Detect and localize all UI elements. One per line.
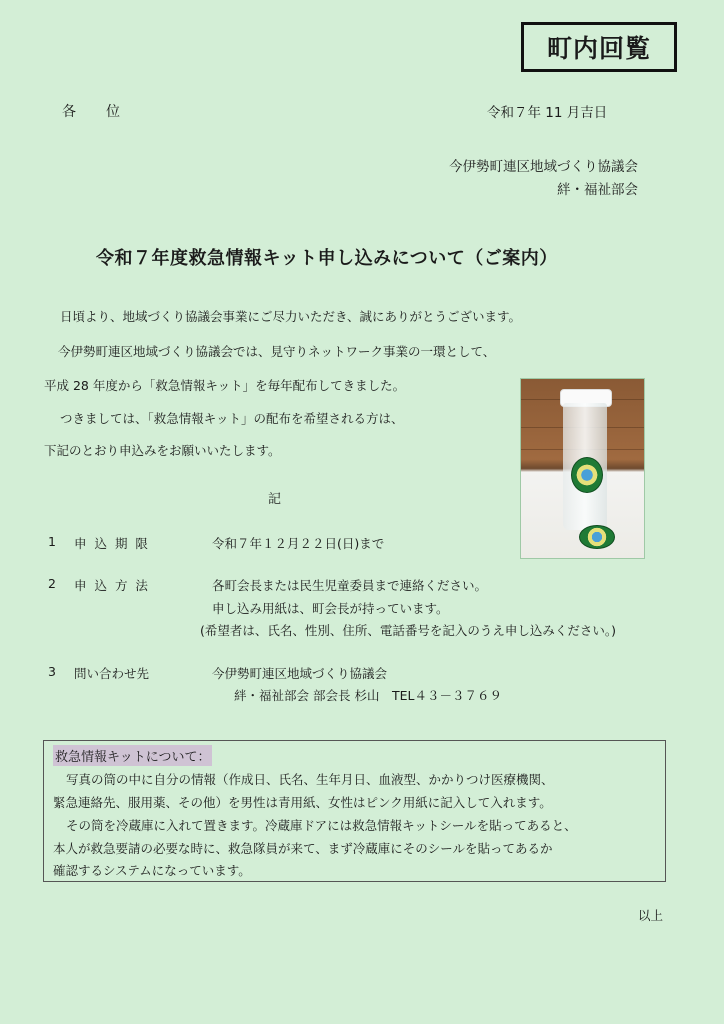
- item-number: 1: [48, 534, 56, 549]
- body-paragraph: 平成 28 年度から「救急情報キット」を毎年配布してきました。: [44, 378, 406, 393]
- item-detail: 各町会長または民生児童委員まで連絡ください。: [212, 578, 488, 593]
- sender-department: 絆・福祉部会: [557, 182, 638, 198]
- notice-marker: 記: [268, 492, 282, 507]
- info-box-line: 確認するシステムになっています。: [53, 863, 251, 878]
- item-number: 2: [48, 576, 56, 591]
- item-detail: 申し込み用紙は、町会長が持っています。: [212, 601, 449, 616]
- info-box-line: 本人が救急要請の必要な時に、救急隊員が来て、まず冷蔵庫にそのシールを貼ってあるか: [53, 841, 553, 856]
- body-paragraph: つきましては、「救急情報キット」の配布を希望される方は、: [60, 411, 404, 426]
- kit-photo: [520, 378, 645, 559]
- body-paragraph: 日頃より、地域づくり協議会事業にご尽力いただき、誠にありがとうございます。: [60, 309, 522, 324]
- info-box-line: 写真の筒の中に自分の情報（作成日、氏名、生年月日、血液型、かかりつけ医療機関、: [66, 772, 554, 787]
- item-label: 申 込 期 限: [74, 536, 150, 551]
- body-paragraph: 今伊勢町連区地域づくり協議会では、見守りネットワーク事業の一環として、: [58, 344, 496, 359]
- item-label: 申 込 方 法: [74, 578, 150, 593]
- circulation-label: 町内回覧: [546, 34, 651, 63]
- closing-mark: 以上: [638, 908, 664, 923]
- kit-sticker-icon: [571, 457, 603, 493]
- info-box-title: 救急情報キットについて：: [53, 745, 212, 766]
- circulation-stamp: [521, 22, 677, 72]
- item-number: 3: [48, 664, 56, 679]
- item-detail: 今伊勢町連区地域づくり協議会: [212, 666, 388, 681]
- sender-organization: 今伊勢町連区地域づくり協議会: [449, 159, 638, 175]
- body-paragraph: 下記のとおり申込みをお願いいたします。: [44, 443, 281, 458]
- contact-detail: 絆・福祉部会 部会長 杉山 TEL４３－３７６９: [234, 688, 502, 703]
- info-box-line: 緊急連絡先、服用薬、その他）を男性は青用紙、女性はピンク用紙に記入して入れます。: [53, 795, 552, 810]
- item-detail: 令和７年１２月２２日(日)まで: [212, 536, 385, 551]
- item-detail: (希望者は、氏名、性別、住所、電話番号を記入のうえ申し込みください。): [200, 623, 617, 638]
- addressee: 各位: [62, 104, 150, 120]
- kit-sticker-icon: [579, 525, 615, 549]
- issue-date: 令和７年 11 月吉日: [487, 105, 608, 121]
- info-box-line: その筒を冷蔵庫に入れて置きます。冷蔵庫ドアには救急情報キットシールを貼ってあると、: [66, 818, 577, 833]
- document-title: 令和７年度救急情報キット申し込みについて（ご案内）: [96, 248, 558, 269]
- item-label: 問い合わせ先: [74, 666, 150, 681]
